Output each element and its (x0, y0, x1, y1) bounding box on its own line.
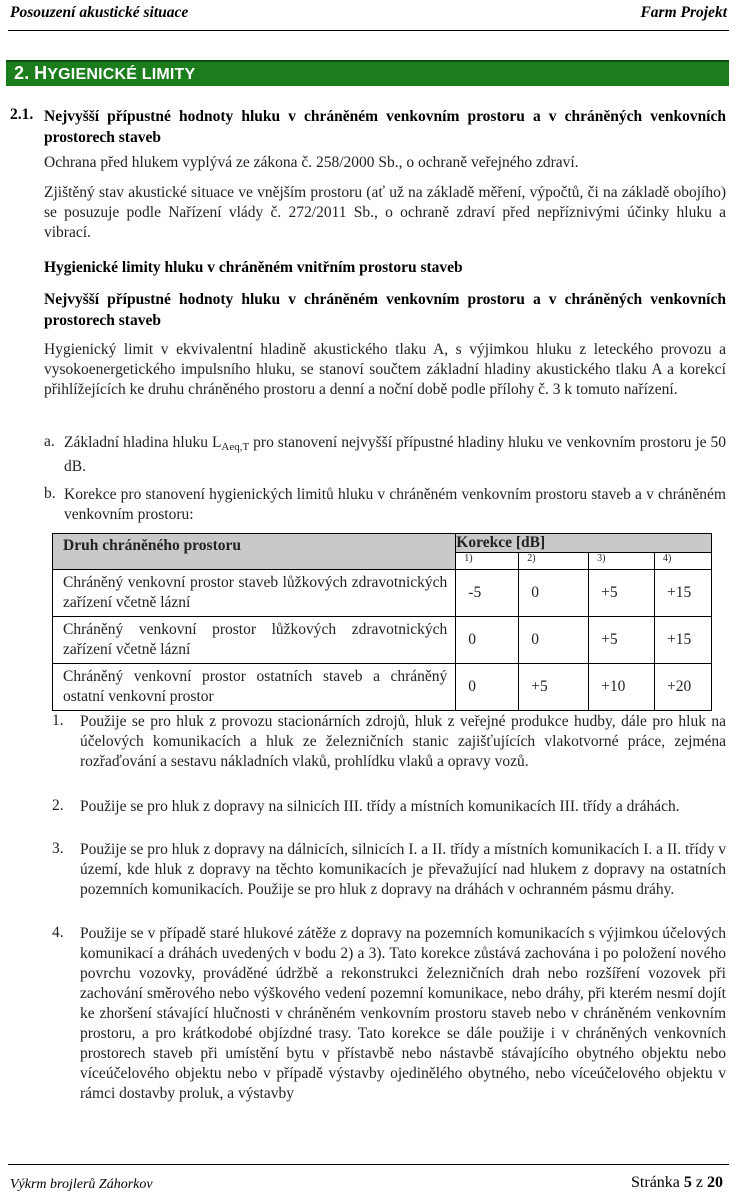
footer-of-word: z (695, 1174, 703, 1191)
table-cell: 0 (519, 617, 589, 664)
table-row-label: Chráněný venkovní prostor lůžkových zdravotnických zařízení včetně lázní (53, 617, 456, 664)
table-cell: +10 (589, 664, 655, 711)
paragraph-hygienic-limit: Hygienický limit v ekvivalentní hladině akustického tlaku A, s výjimkou hluku z leteckého provozu a vysokoenergetického impulsního hluku, se stanoví součtem základní hladiny akustického tlaku A a korekcí přihlížejících ke druhu chráněného prostoru a denní a noční době podle přílohy č. 3 k tomuto nařízení. (44, 341, 726, 398)
subheading-outdoor-limits: Nejvyšší přípustné hodnoty hluku v chráněném venkovním prostoru a v chráněných venkovních prostorech staveb (44, 291, 726, 329)
table-cell: +5 (589, 617, 655, 664)
note-number-3: 3. (52, 840, 64, 857)
paragraph-assessment: Zjištěný stav akustické situace ve vnějším prostoru (ať už na základě měření, výpočtů, či na základě obojího) se posuzuje podle Nařízení vlády č. 272/2011 Sb., o ochraně zdraví před nepříznivými účinky hluku a vibrací. (44, 184, 726, 241)
table-row-label: Chráněný venkovní prostor ostatních staveb a chráněný ostatní venkovní prostor (53, 664, 456, 711)
table-cell: 0 (519, 570, 589, 617)
chapter-banner (6, 60, 729, 86)
table-cell: -5 (456, 570, 519, 617)
footer-page-word: Stránka (631, 1174, 680, 1191)
header-document-title: Posouzení akustické situace (10, 4, 189, 21)
corrections-table (52, 533, 712, 711)
table-subheader-2: 2) (519, 553, 589, 570)
note-text-4: Použije se v případě staré hlukové zátěže z dopravy na pozemních komunikacích s výjimkou účelových komunikací a dráhách uvedených v bodu 2) a 3). Tato korekce zůstává zachována i po položení nového povrchu vozovky, prováděné údržbě a rekonstrukci železničních drah nebo rozšíření vozovek při zachování směrového nebo výškového vedení pozemní komunikace, nebo dráhy, při kterém nesmí dojít ke zhoršení stávající hlučnosti v chráněném venkovním prostoru staveb nebo v chráněném venkovním prostoru, a pro krátkodobé objízdné trasy. Tato korekce se dále použije i v chráněných venkovních prostorech staveb při umístění bytu v přístavbě nebo nástavbě stávajícího obytného objektu nebo víceúčelového objektu nebo v případě výstavby ojedinělého obytného, nebo víceúčelového objektu v rámci dostavby proluk, a výstavby (80, 925, 726, 1102)
list-item-b: Korekce pro stanovení hygienických limitů hluku v chráněném venkovním prostoru staveb a v chráněném venkovním prostoru: (64, 486, 726, 523)
section-title: Nejvyšší přípustné hodnoty hluku v chráněném venkovním prostoru a v chráněných venkovních prostorech staveb (44, 108, 726, 146)
table-cell: +20 (655, 664, 712, 711)
list-item-a (64, 433, 726, 477)
note-number-2: 2. (52, 797, 64, 814)
note-text-2: Použije se pro hluk z dopravy na silnicích III. třídy a místních komunikacích III. třídy a dráhách. (80, 798, 680, 815)
list-label-a: a. (44, 433, 55, 450)
chapter-number: 2. (14, 63, 30, 83)
table-header-korekce: Korekce [dB] (456, 534, 712, 553)
table-subheader-4: 4) (655, 553, 712, 570)
chapter-title-rest: YGIENICKÉ LIMITY (47, 66, 196, 83)
header-divider (8, 30, 729, 31)
table-cell: +15 (655, 570, 712, 617)
table-header-row (53, 534, 712, 553)
note-text-3: Použije se pro hluk z dopravy na dálnicích, silnicích I. a II. třídy a místních komunikacích I. a II. třídy v území, kde hluk z dopravy na těchto komunikacích je převažující nad hlukem z dopravy na ostatních pozemních komunikacích. Použije se pro hluk z dopravy na dráhách v ochranném pásmu dráhy. (80, 841, 726, 898)
section-number: 2.1. (10, 106, 34, 123)
table-header-protected-space: Druh chráněného prostoru (53, 534, 456, 570)
table-subheader-1: 1) (456, 553, 519, 570)
footer-page-number: 5 (683, 1174, 692, 1191)
header-company: Farm Projekt (640, 4, 727, 21)
note-text-1: Použije se pro hluk z provozu stacionárních zdrojů, hluk z veřejné produkce hudby, dále pro hluk na účelových komunikacích a hluk ze železničních stanic zajišťujících vlakotvorné práce, zejména rozřaďování a sestavu nákladních vlaků, prohlídku vlaků a opravy vozů. (80, 713, 726, 770)
table-subheader-3: 3) (589, 553, 655, 570)
list-item-a-before: Základní hladina hluku L (64, 434, 222, 451)
table-row-label: Chráněný venkovní prostor staveb lůžkových zdravotnických zařízení včetně lázní (53, 570, 456, 617)
table-cell: 0 (456, 617, 519, 664)
footer-divider (8, 1164, 729, 1165)
note-number-1: 1. (52, 712, 64, 729)
list-item-a-after: pro stanovení nejvyšší přípustné hladiny hluku ve venkovním prostoru je 50 dB. (64, 434, 726, 475)
list-label-b: b. (44, 485, 56, 502)
chapter-first-letter: H (34, 63, 48, 83)
table-row (53, 617, 712, 664)
table-cell: +15 (655, 617, 712, 664)
chapter-heading (14, 63, 195, 84)
table-row (53, 664, 712, 711)
table-cell: +5 (589, 570, 655, 617)
footer-page-total: 20 (707, 1174, 723, 1191)
footer-page-indicator (631, 1174, 723, 1192)
subheading-indoor-limits: Hygienické limity hluku v chráněném vnitřním prostoru staveb (44, 259, 463, 276)
footer-project-name: Výkrm brojlerů Záhorkov (10, 1177, 153, 1192)
table-cell: 0 (456, 664, 519, 711)
table-cell: +5 (519, 664, 589, 711)
note-number-4: 4. (52, 924, 64, 941)
table-row (53, 570, 712, 617)
laeq-subscript: Aeq,T (221, 441, 250, 453)
paragraph-law: Ochrana před hlukem vyplývá ze zákona č. 258/2000 Sb., o ochraně veřejného zdraví. (44, 154, 579, 171)
